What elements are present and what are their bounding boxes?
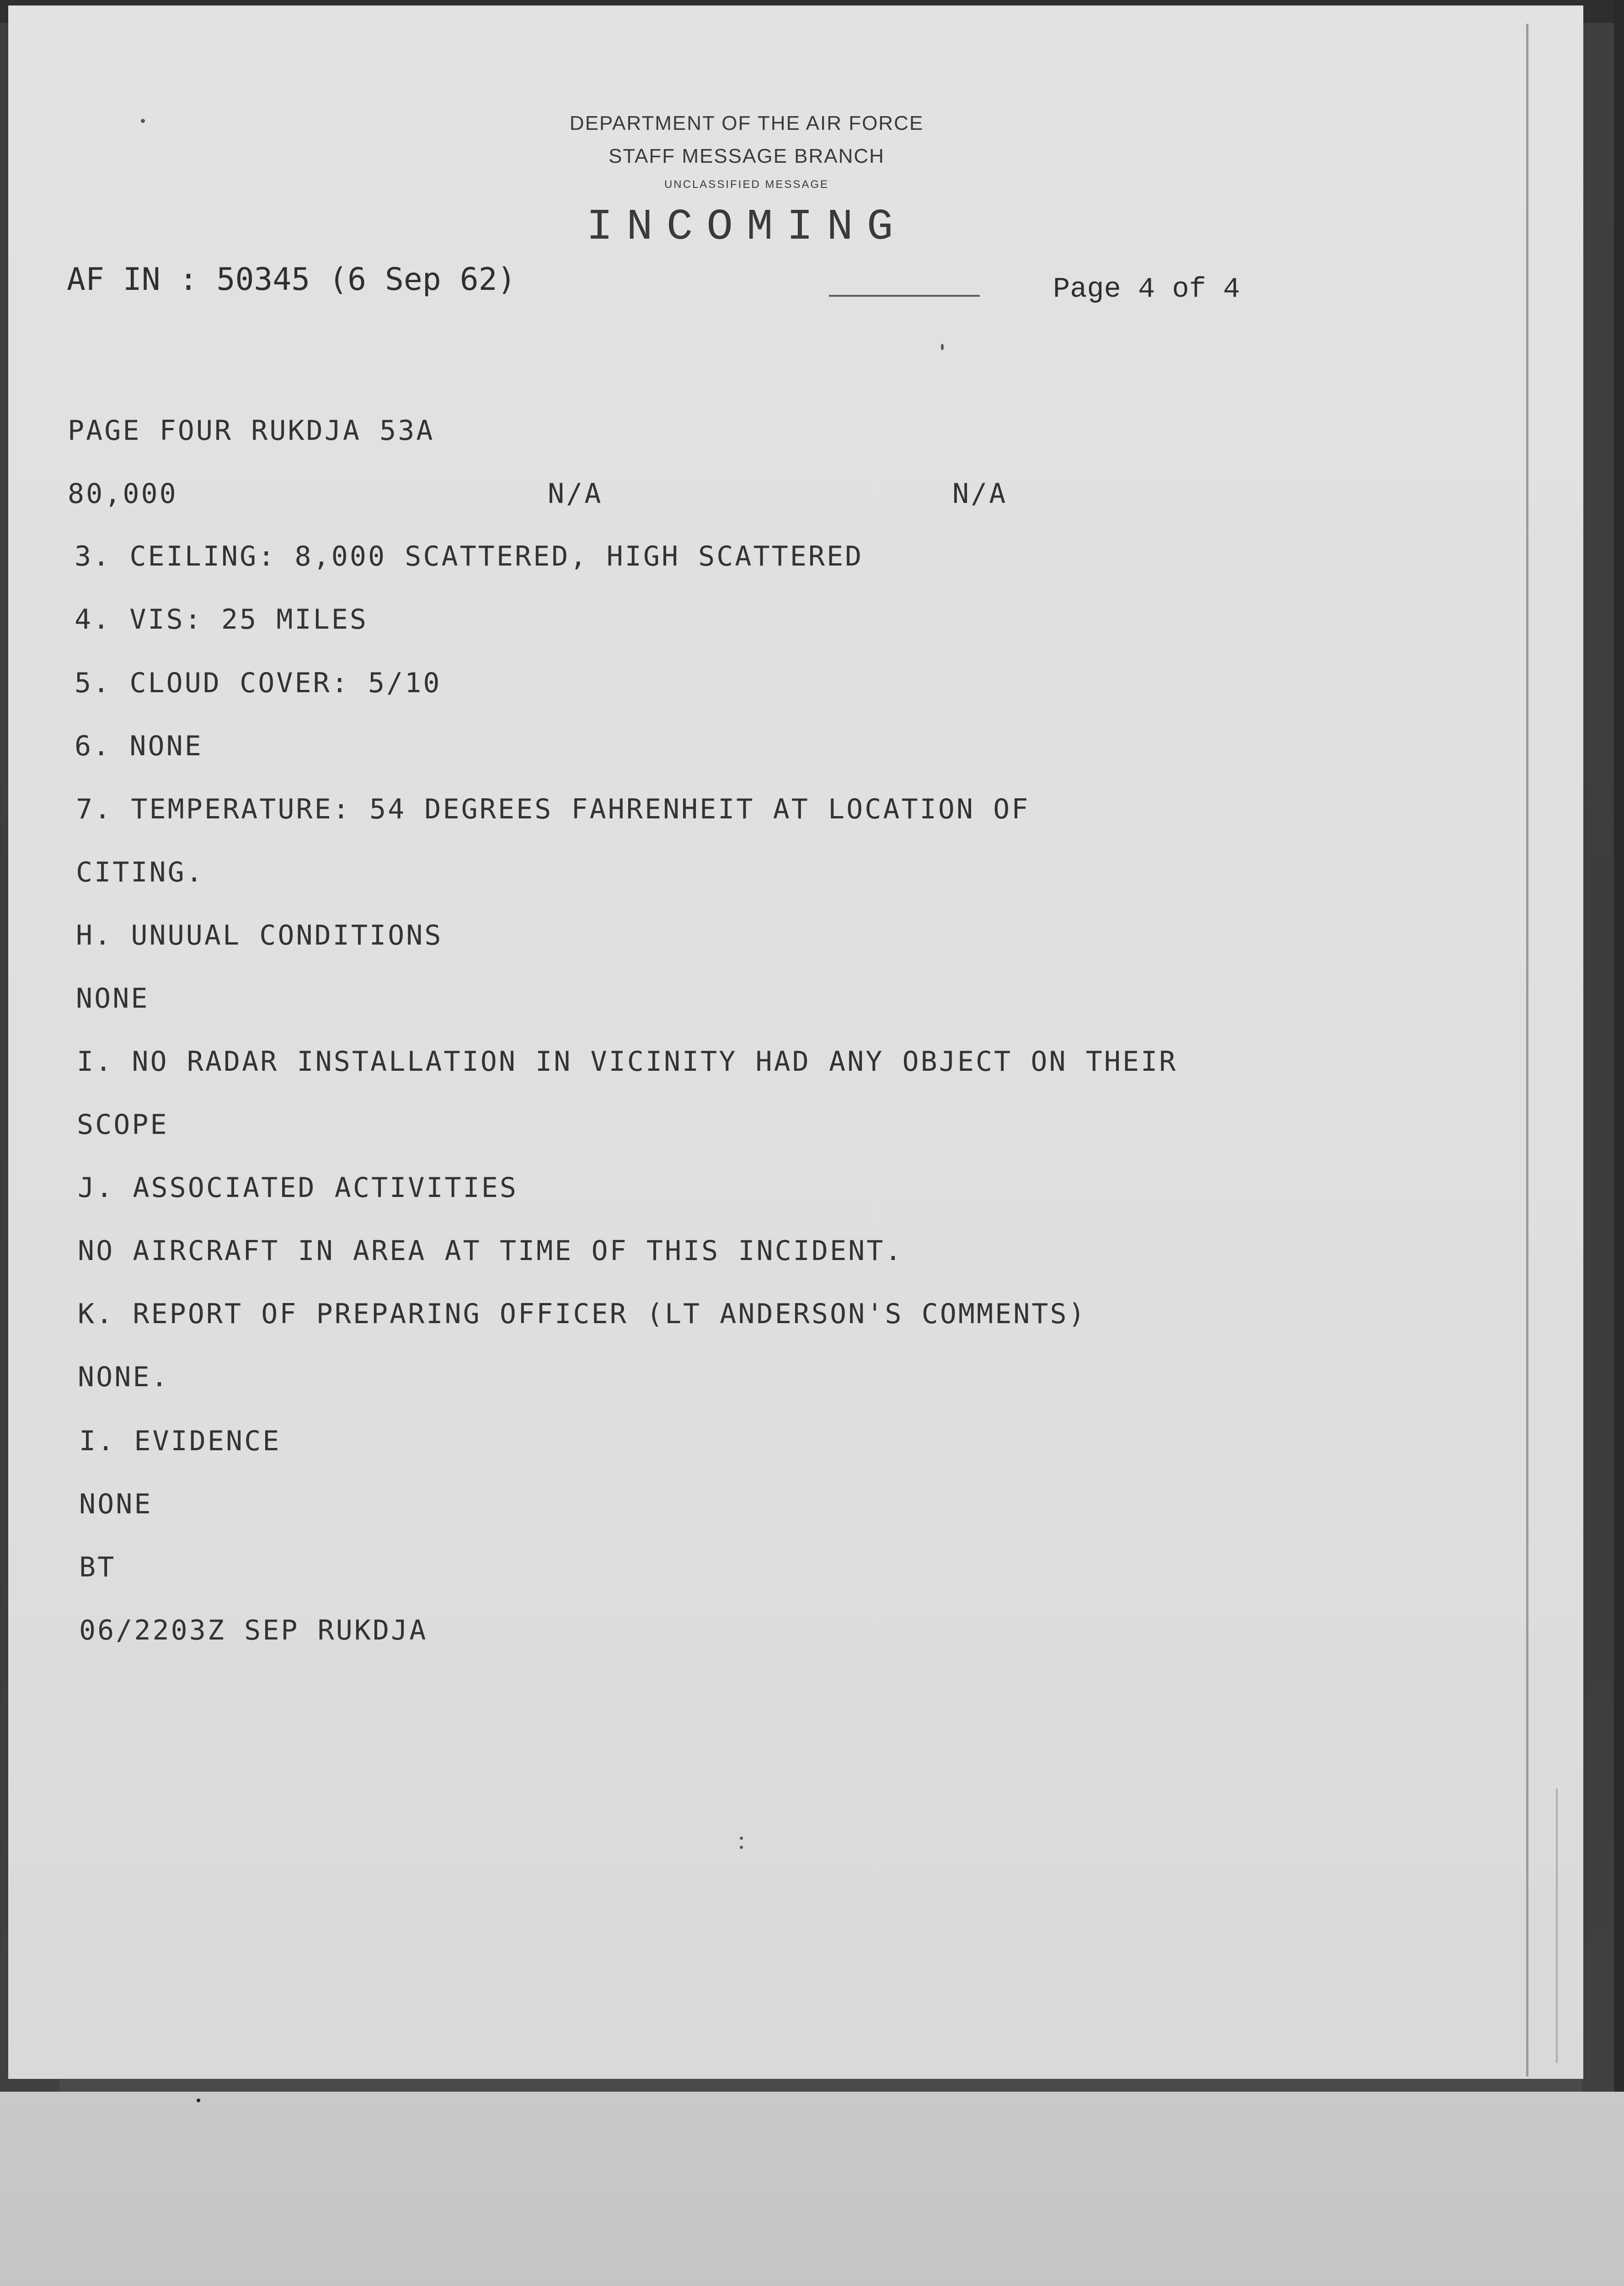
temperature-line: 7. TEMPERATURE: 54 DEGREES FAHRENHEIT AT LOCATION OF <box>76 793 1030 825</box>
header-rule <box>829 295 980 297</box>
evidence-value: NONE <box>79 1488 153 1520</box>
radar-continuation: SCOPE <box>77 1109 169 1141</box>
photo-backdrop-right <box>1614 0 1624 2112</box>
incoming-title: INCOMING <box>586 202 907 252</box>
photo-backdrop-bottom <box>0 2092 1624 2286</box>
paper-speck <box>740 1837 743 1840</box>
message-sheet <box>8 5 1583 2079</box>
report-heading: K. REPORT OF PREPARING OFFICER (LT ANDERSON'S COMMENTS) <box>78 1298 1087 1330</box>
altitude-col2: N/A <box>548 478 603 510</box>
item-6-line: 6. NONE <box>75 730 203 762</box>
date-time-group: 06/2203Z SEP RUKDJA <box>79 1614 428 1646</box>
associated-activities-heading: J. ASSOCIATED ACTIVITIES <box>78 1172 518 1204</box>
page-indicator: Page 4 of 4 <box>1053 273 1240 305</box>
ceiling-line: 3. CEILING: 8,000 SCATTERED, HIGH SCATTERED <box>75 540 864 572</box>
branch-heading: STAFF MESSAGE BRANCH <box>609 145 885 167</box>
department-heading: DEPARTMENT OF THE AIR FORCE <box>569 112 924 134</box>
message-reference: AF IN : 50345 (6 Sep 62) <box>67 262 516 298</box>
paper-speck <box>141 119 145 123</box>
backdrop-speck <box>197 2099 200 2102</box>
altitude-value: 80,000 <box>68 478 178 510</box>
temperature-continuation: CITING. <box>76 856 204 888</box>
visibility-line: 4. VIS: 25 MILES <box>75 604 368 636</box>
sheet-fold-line <box>1526 24 1528 2077</box>
sheet-fold-line-lower <box>1556 1789 1558 2063</box>
unusual-conditions-value: NONE <box>76 983 150 1015</box>
classification-label: UNCLASSIFIED MESSAGE <box>664 178 829 191</box>
page-line: PAGE FOUR RUKDJA 53A <box>68 415 435 447</box>
bt-line: BT <box>79 1551 116 1583</box>
paper-speck <box>740 1846 743 1849</box>
cloud-cover-line: 5. CLOUD COVER: 5/10 <box>75 667 442 699</box>
associated-activities-value: NO AIRCRAFT IN AREA AT TIME OF THIS INCIDENT. <box>78 1235 903 1267</box>
altitude-col3: N/A <box>952 478 1008 510</box>
paper-speck <box>941 344 944 350</box>
evidence-heading: I. EVIDENCE <box>79 1425 281 1457</box>
radar-line: I. NO RADAR INSTALLATION IN VICINITY HAD ANY OBJECT ON THEIR <box>77 1046 1178 1078</box>
unusual-conditions-heading: H. UNUUAL CONDITIONS <box>76 919 443 951</box>
report-value: NONE. <box>78 1361 170 1393</box>
